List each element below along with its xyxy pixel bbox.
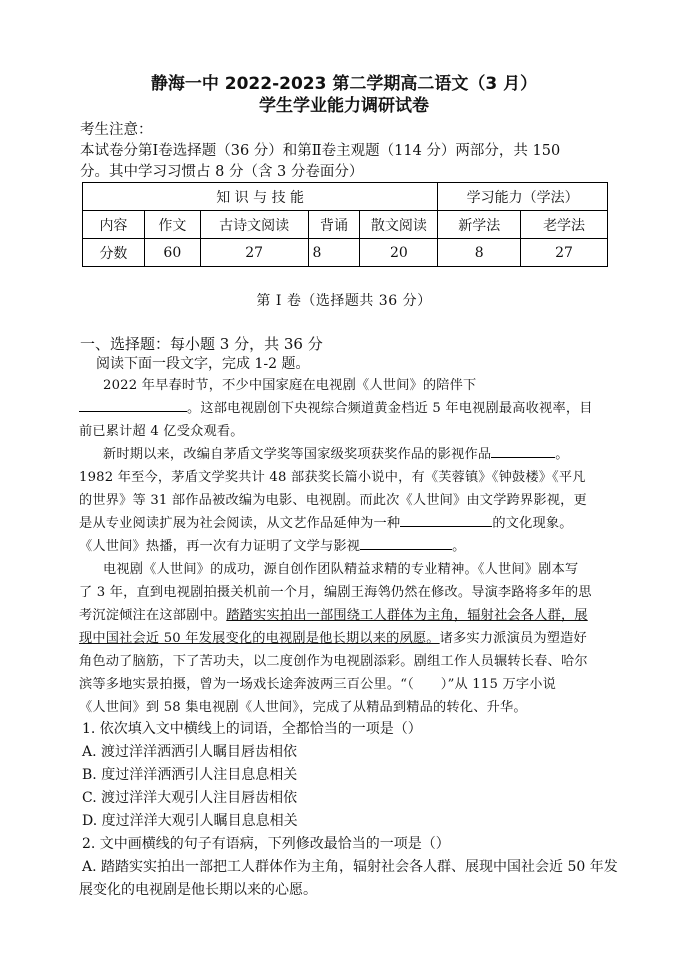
passage-line: 滨等多地实景拍摄，曾为一场戏长途奔波两三百公里。“（ ）”从 115 万字小说: [79, 677, 557, 692]
table-cell: 新学法: [438, 211, 521, 239]
fill-blank: [491, 443, 555, 458]
group-knowledge-skill: 知 识 与 技 能: [83, 183, 438, 211]
table-header-row: [83, 211, 608, 239]
table-cell: 散文阅读: [360, 211, 438, 239]
table-cell: 27: [521, 239, 608, 267]
passage-line: 现中国社会近 50 年发展变化的电视剧是他长期以来的夙愿。诸多实力派演员为塑造好: [79, 631, 587, 646]
question-group-heading: 一、选择题：每小题 3 分，共 36 分: [80, 335, 323, 353]
table-cell: 内容: [83, 211, 145, 239]
option-c[interactable]: C. 渡过洋洋大观引人注目唇齿相依: [82, 790, 298, 806]
table-cell: 27: [200, 239, 308, 267]
passage-line: 《人世间》热播，再一次有力证明了文学与影视 。: [79, 535, 611, 558]
section-title: 第 Ⅰ 卷（选择题共 36 分）: [256, 293, 432, 309]
score-table: [82, 182, 608, 267]
table-cell: 60: [144, 239, 200, 267]
table-cell: 老学法: [521, 211, 608, 239]
passage-line: 2022 年早春时节，不少中国家庭在电视剧《人世间》的陪伴下: [103, 378, 477, 393]
table-cell: 背诵: [308, 211, 360, 239]
passage-line: 的世界》等 31 部作品被改编为电影、电视剧。而此次《人世间》由文学跨界影视，更: [79, 493, 587, 508]
passage-line: 了 3 年，直到电视剧拍摄关机前一个月，编剧王海鸰仍然在修改。导演李路将多年的思: [79, 585, 592, 600]
group-learning-ability: 学习能力（学法）: [438, 183, 608, 211]
fill-blank: [360, 535, 452, 550]
passage-line: 前已累计超 4 亿受众观看。: [79, 424, 244, 439]
exam-subtitle: 学生学业能力调研试卷: [259, 96, 429, 116]
table-group-row: [83, 183, 608, 211]
question-2: 2. 文中画横线的句子有语病，下列修改最恰当的一项是（）: [82, 836, 450, 852]
underlined-sentence: 踏踏实实拍出一部围绕工人群体为主角，辐射社会各人群，展: [226, 608, 588, 623]
passage-line: 。这部电视剧创下央视综合频道黄金档近 5 年电视剧最高收视率，目: [79, 397, 611, 420]
passage-line: 考沉淀倾注在这部剧中。踏踏实实拍出一部围绕工人群体为主角，辐射社会各人群，展: [79, 608, 588, 623]
q2-option-a-continued: 展变化的电视剧是他长期以来的心愿。: [79, 882, 317, 898]
table-cell: 分数: [83, 239, 145, 267]
table-score-row: [83, 239, 608, 267]
passage-line: 是从专业阅读扩展为社会阅读，从文艺作品延伸为一种 的文化现象。: [79, 512, 611, 535]
passage-line: 新时期以来，改编自茅盾文学奖等国家级奖项获奖作品的影视作品 。: [103, 443, 635, 466]
option-d[interactable]: D. 度过洋洋大观引人瞩目息息相关: [82, 813, 298, 829]
notice-label: 考生注意：: [80, 122, 153, 138]
passage-line: 1982 年至今，茅盾文学奖共计 48 部获奖长篇小说中，有《芙蓉镇》《钟鼓楼》《平凡: [79, 470, 586, 485]
table-cell: 作文: [144, 211, 200, 239]
passage-line: 《人世间》到 58 集电视剧《人世间》，完成了从精品到精品的转化、升华。: [79, 700, 527, 715]
underlined-sentence: 现中国社会近 50 年发展变化的电视剧是他长期以来的夙愿。: [79, 631, 440, 646]
fill-blank: [400, 512, 492, 527]
table-cell: 古诗文阅读: [200, 211, 308, 239]
notice-line-2: 分。其中学习习惯占 8 分（含 3 分卷面分）: [80, 164, 364, 180]
option-a[interactable]: A. 渡过洋洋洒洒引人瞩目唇齿相依: [82, 744, 298, 760]
passage-line: 角色动了脑筋，下了苦功夫，以二度创作为电视剧添彩。剧组工作人员辗转长春、哈尔: [79, 654, 588, 669]
passage-line: 电视剧《人世间》的成功，源自创作团队精益求精的专业精神。《人世间》剧本写: [103, 562, 579, 577]
reading-instruction: 阅读下面一段文字，完成 1-2 题。: [96, 356, 310, 372]
table-cell: 8: [308, 239, 360, 267]
q2-option-a[interactable]: A. 踏踏实实拍出一部把工人群体作为主角，辐射社会各人群、展现中国社会近 50 年发: [82, 859, 618, 875]
fill-blank: [79, 397, 187, 412]
table-cell: 8: [438, 239, 521, 267]
table-cell: 20: [360, 239, 438, 267]
option-b[interactable]: B. 度过洋洋洒洒引人注目息息相关: [82, 767, 298, 783]
exam-title: 静海一中 2022-2023 第二学期高二语文（3 月）: [150, 74, 538, 94]
notice-line-1: 本试卷分第Ⅰ卷选择题（36 分）和第Ⅱ卷主观题（114 分）两部分，共 150: [80, 143, 561, 159]
question-1: 1. 依次填入文中横线上的词语，全都恰当的一项是（）: [82, 721, 422, 737]
